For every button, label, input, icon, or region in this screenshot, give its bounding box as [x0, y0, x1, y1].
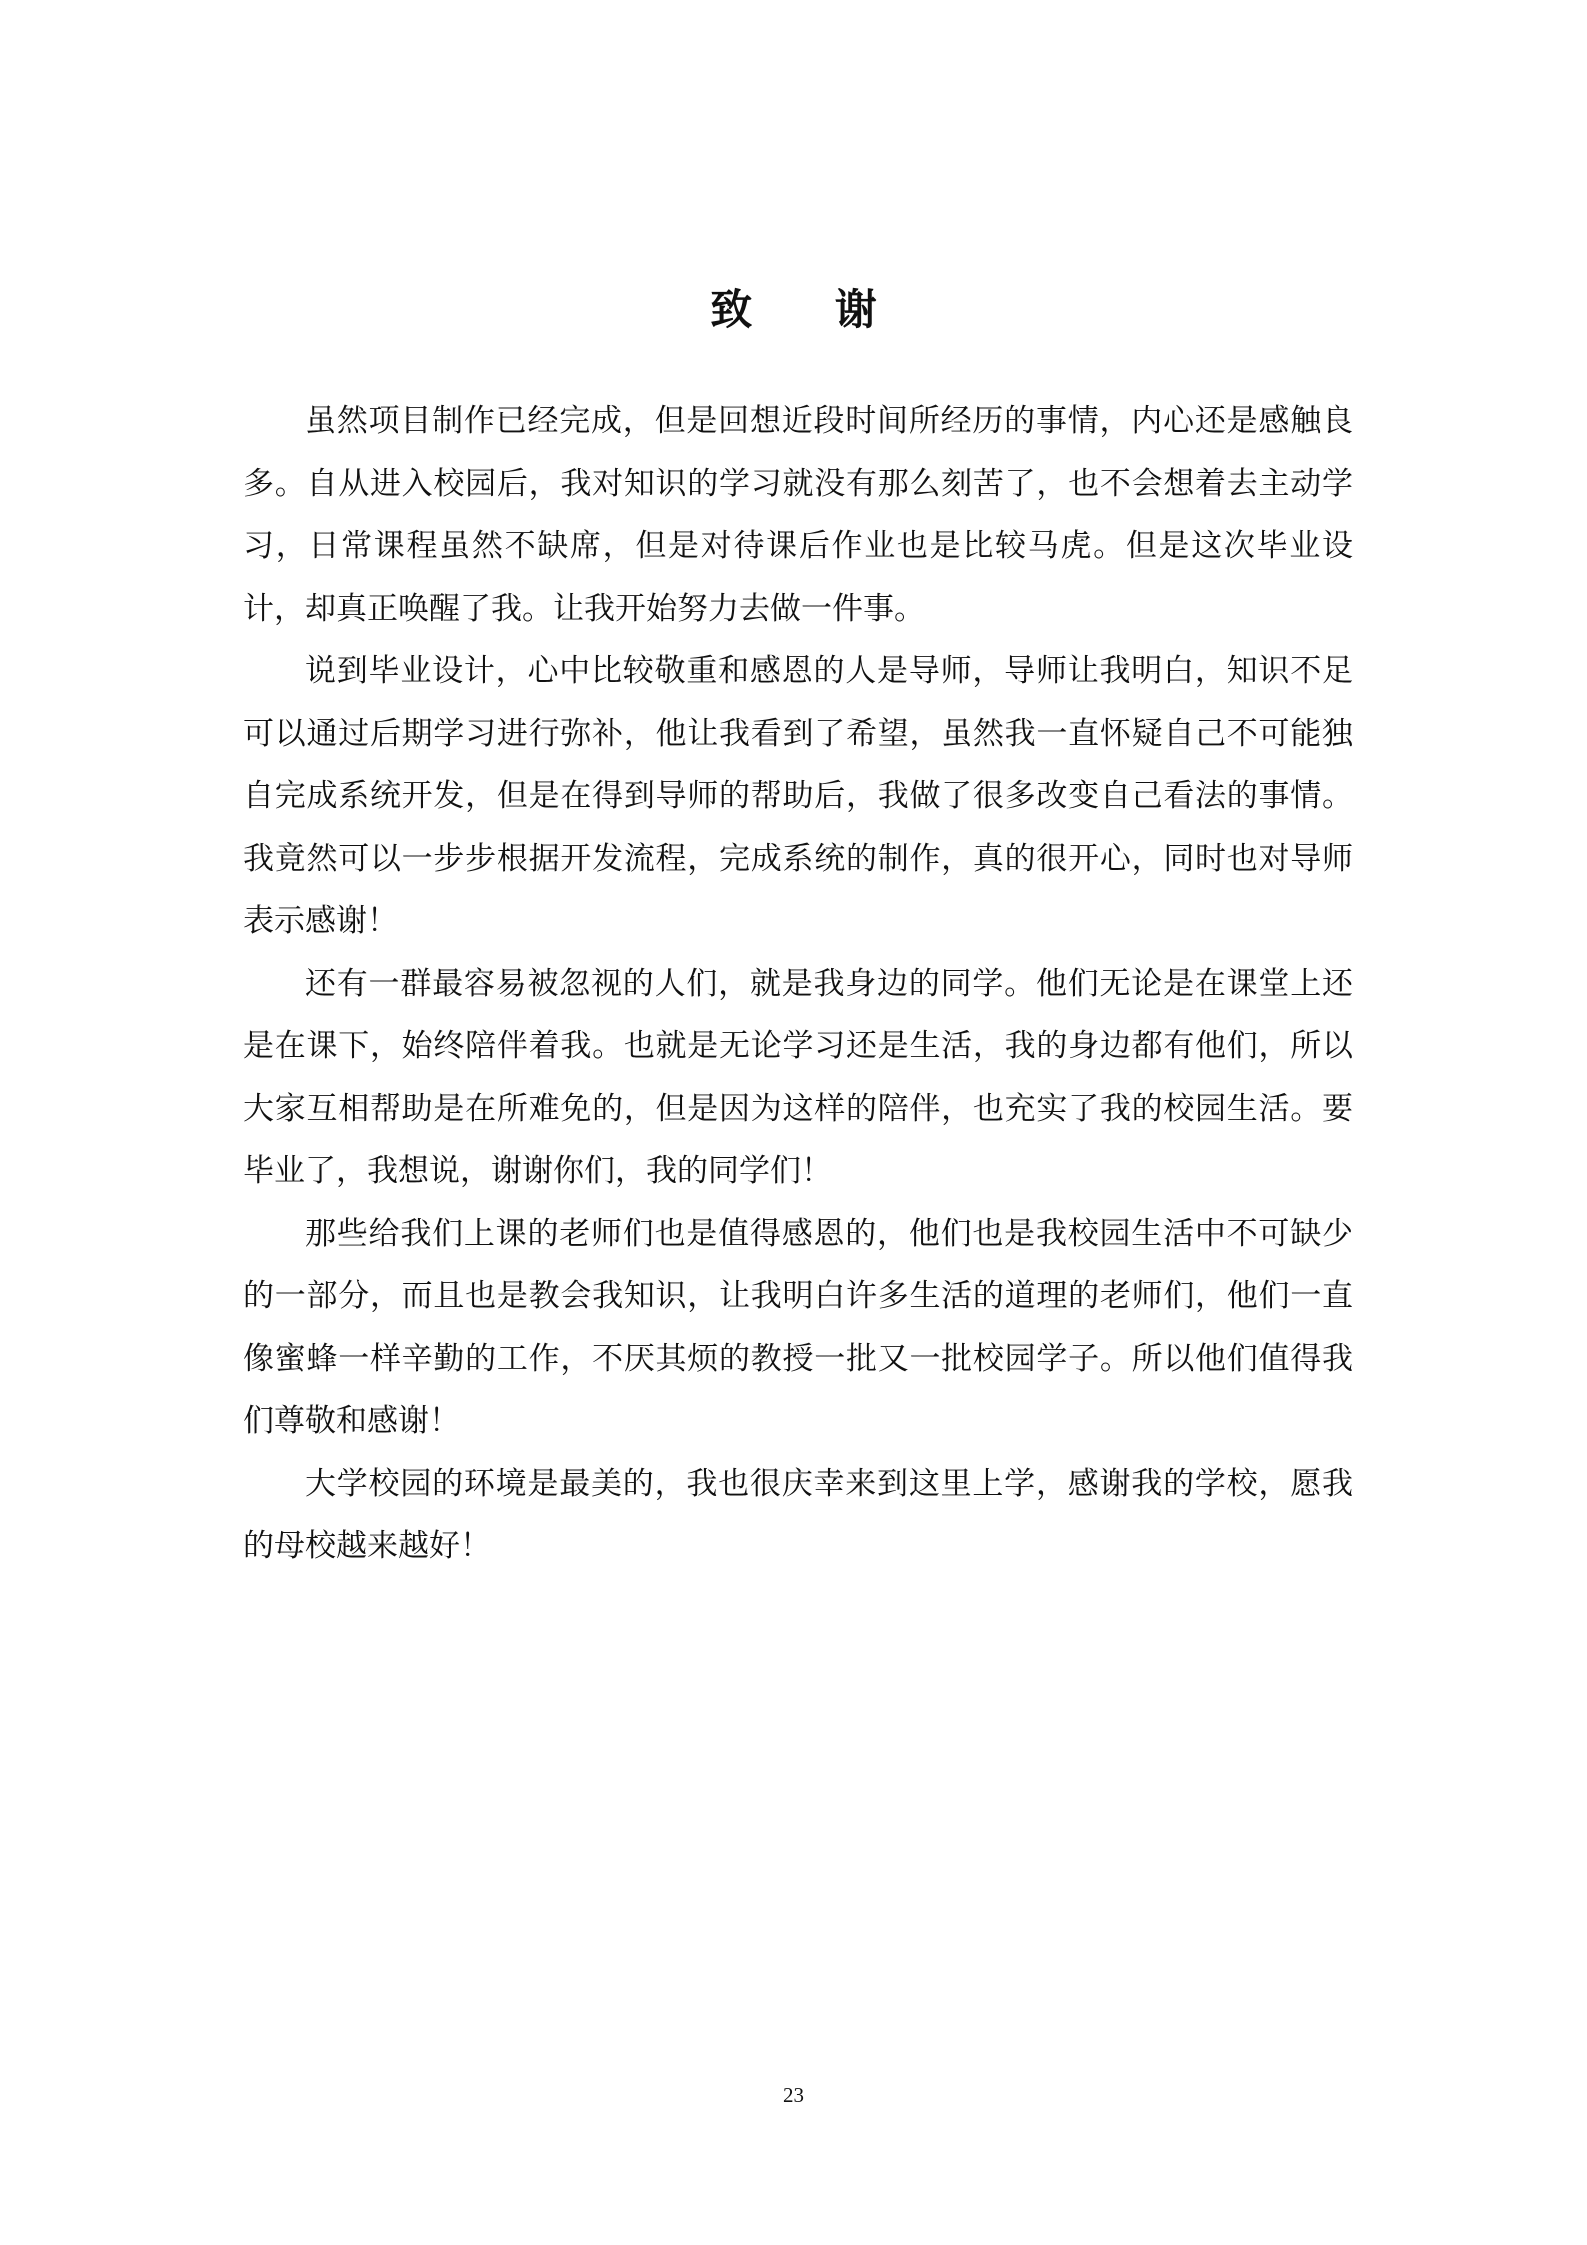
acknowledgement-body — [243, 390, 1353, 1578]
paragraph-5: 大学校园的环境是最美的，我也很庆幸来到这里上学，感谢我的学校，愿我的母校越来越好！ — [243, 1465, 1353, 1564]
paragraph-4: 那些给我们上课的老师们也是值得感恩的，他们也是我校园生活中不可缺少的一部分，而且也是教会我知识，让我明白许多生活的道理的老师们，他们一直像蜜蜂一样辛勤的工作，不厌其烦的教授一批又一批校园学子。所以他们值得我们尊敬和感谢！ — [243, 1215, 1353, 1439]
paragraph-1: 虽然项目制作已经完成，但是回想近段时间所经历的事情，内心还是感触良多。自从进入校园后，我对知识的学习就没有那么刻苦了，也不会想着去主动学习，日常课程虽然不缺席，但是对待课后作业也是比较马虎。但是这次毕业设计，却真正唤醒了我。让我开始努力去做一件事。 — [243, 403, 1353, 627]
paragraph-3: 还有一群最容易被忽视的人们，就是我身边的同学。他们无论是在课堂上还是在课下，始终陪伴着我。也就是无论学习还是生活，我的身边都有他们，所以大家互相帮助是在所难免的，但是因为这样的陪伴，也充实了我的校园生活。要毕业了，我想说，谢谢你们，我的同学们！ — [243, 965, 1353, 1189]
page-title: 致 谢 — [710, 285, 911, 334]
page-number: 23 — [783, 2083, 804, 2107]
paragraph-2: 说到毕业设计，心中比较敬重和感恩的人是导师，导师让我明白，知识不足可以通过后期学习进行弥补，他让我看到了希望，虽然我一直怀疑自己不可能独自完成系统开发，但是在得到导师的帮助后，我做了很多改变自己看法的事情。我竟然可以一步步根据开发流程，完成系统的制作，真的很开心，同时也对导师表示感谢！ — [243, 653, 1353, 939]
